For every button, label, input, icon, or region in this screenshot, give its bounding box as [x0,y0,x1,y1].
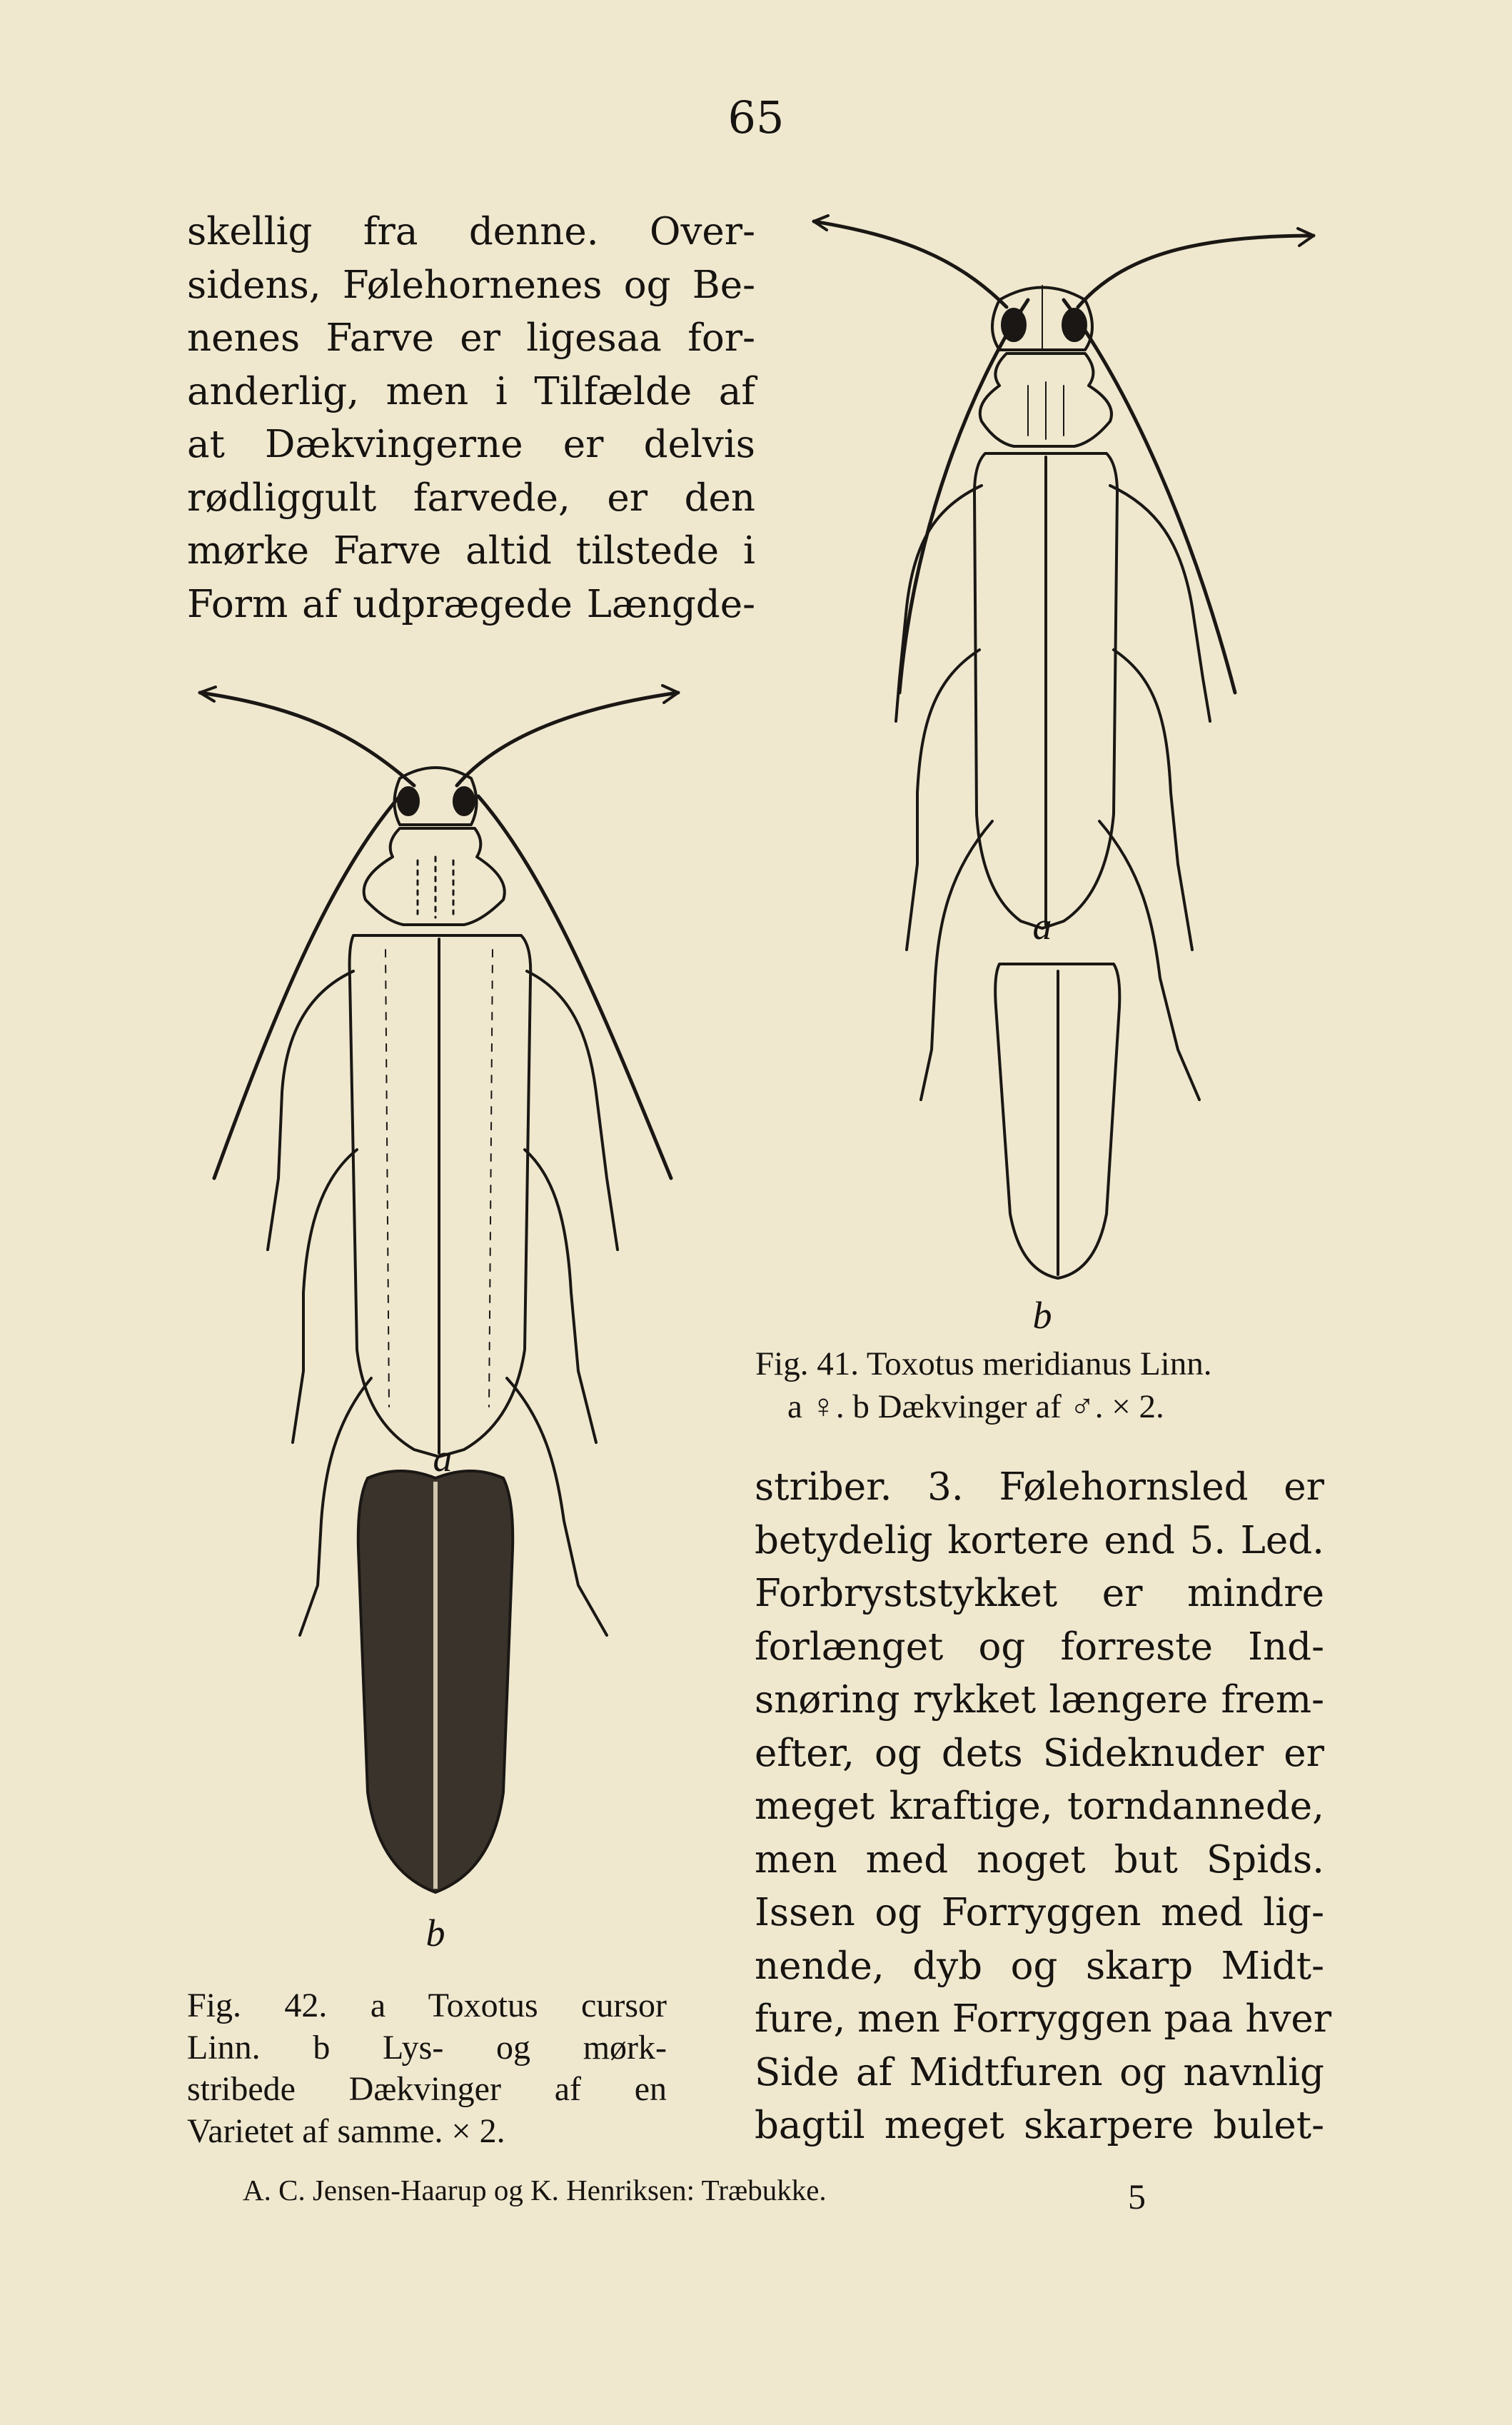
text-line: men med noget but Spids. [755,1837,1324,1882]
text-line: bagtil meget skarpere bulet- [755,2104,1324,2147]
sheet-number: 5 [1128,2177,1146,2216]
fig41-caption [755,1342,1326,1428]
text-line: at Dækvingerne er delvis [187,423,755,466]
footer-text: A. C. Jensen-Haarup og K. Henriksen: Træbukke. [243,2174,827,2206]
text-line: meget kraftige, torndannede, [755,1784,1324,1828]
text-line: Side af Midtfuren og navnlig [755,2050,1324,2094]
page-number: 65 [727,91,785,144]
text-line: skellig fra denne. Over- [187,210,755,253]
caption-line: Linn. b Lys- og mørk- [187,2028,667,2067]
text-line: striber. 3. Følehornsled er [755,1465,1324,1509]
text-line: snøring rykket længere frem- [755,1678,1324,1722]
text-line: sidens, Følehornenes og Be- [187,263,755,307]
page-footer [243,2173,1146,2216]
fig42-label-a: a [433,1437,453,1480]
text-line: rødliggult farvede, er den [187,476,755,520]
caption-line: Varietet af samme. × 2. [187,2112,505,2150]
body-text-right [755,1461,1332,2153]
fig42-label-b: b [425,1912,445,1954]
caption-line: Fig. 41. Toxotus meridianus Linn. [755,1345,1212,1382]
caption-line: stribede Dækvinger af en [187,2070,667,2108]
text-line: Issen og Forryggen med lig- [755,1891,1324,1934]
fig41-illustration [792,207,1335,1342]
fig42-caption [187,1985,667,2152]
caption-line: Fig. 42. a Toxotus cursor [187,1987,667,2024]
text-line: efter, og dets Sideknuder er [755,1731,1324,1775]
text-line: nenes Farve er ligesaa for- [187,316,755,360]
fig41-label-a: a [1032,905,1052,948]
text-line: betydelig kortere end 5. Led. [755,1518,1324,1562]
text-line: fure, men Forryggen paa hver [755,1997,1332,2041]
body-text-top [187,206,755,631]
text-line: nende, dyb og skarp Midt- [755,1944,1324,1988]
text-line: Forbryststykket er mindre [755,1572,1324,1615]
text-line: forlænget og forreste Ind- [755,1625,1324,1669]
text-line: anderlig, men i Tilfælde af [187,369,755,413]
fig42-illustration [178,664,692,1971]
caption-line: a ♀. b Dækvinger af ♂. × 2. [787,1388,1164,1425]
fig41-label-b: b [1032,1294,1052,1337]
text-line: mørke Farve altid tilstede i [187,529,755,573]
text-line: Form af udprægede Længde- [187,582,755,626]
